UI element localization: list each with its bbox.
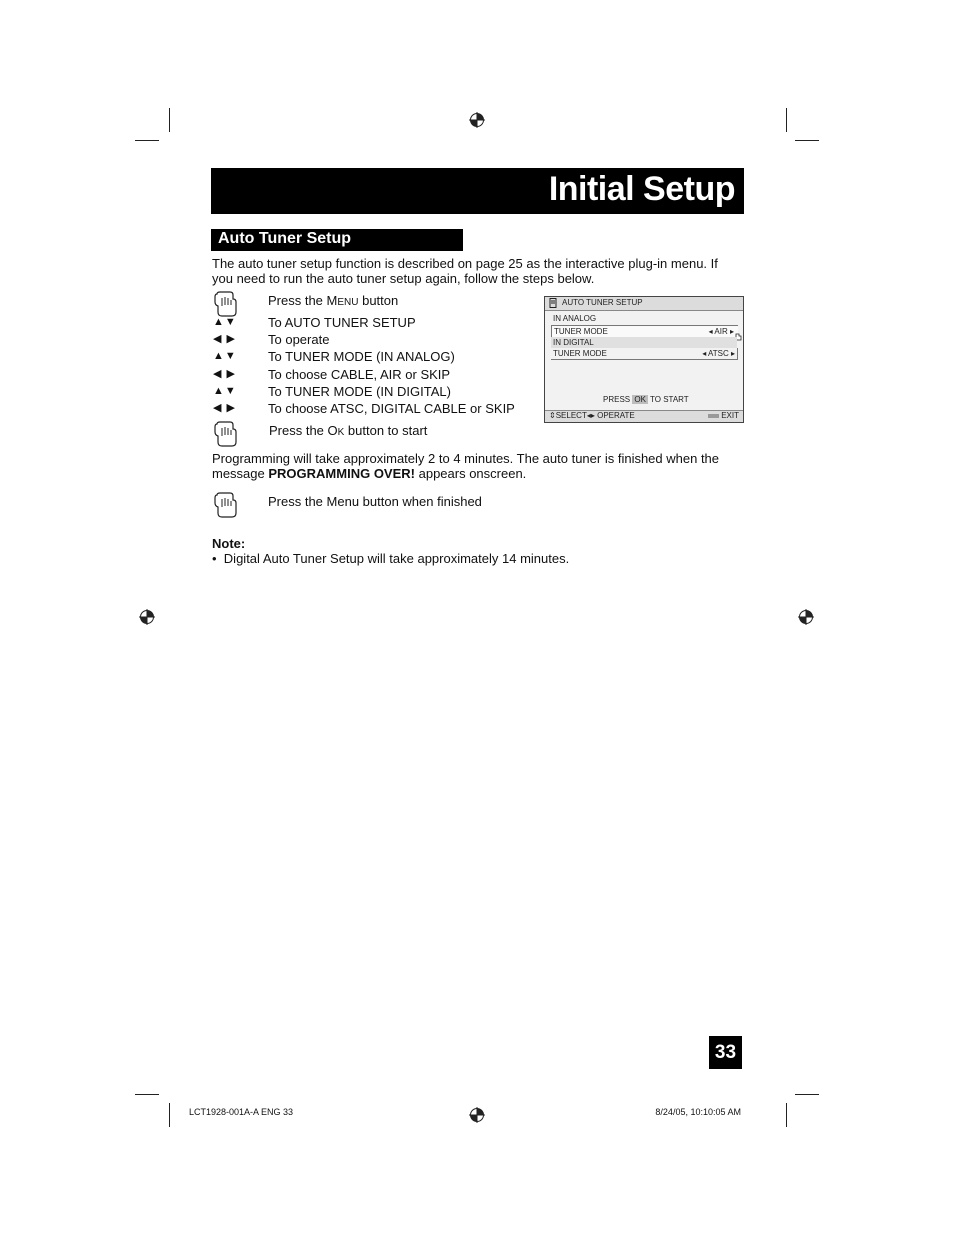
crop-mark-tr-h — [795, 140, 819, 141]
osd-tuner-mode-value: ◂ ATSC ▸ — [702, 349, 735, 358]
step-text: To choose ATSC, DIGITAL CABLE or SKIP — [268, 401, 515, 416]
step-text-part: Press the M — [268, 293, 338, 308]
step-text-part: K — [337, 427, 345, 438]
step-text-part: button — [358, 293, 399, 308]
menu-icon — [549, 298, 557, 308]
crop-mark-tl-v — [169, 108, 170, 132]
bullet: • — [212, 551, 217, 566]
step-text-part: Press the O — [269, 423, 338, 438]
step-text: To TUNER MODE (IN ANALOG) — [268, 349, 455, 364]
page-number: 33 — [709, 1036, 742, 1069]
up-down-arrows-icon: ▲▼ — [213, 316, 237, 328]
crop-mark-br-h — [795, 1094, 819, 1095]
note-label: Note: — [212, 536, 246, 551]
step-press-menu — [268, 293, 398, 310]
osd-exit-hint — [708, 411, 739, 420]
programming-paragraph — [212, 451, 742, 481]
press-button-hand-icon — [212, 290, 238, 318]
step-text: To AUTO TUNER SETUP — [268, 315, 416, 330]
osd-tuner-mode-digital-row[interactable] — [551, 348, 738, 360]
osd-select-hint: ⇕SELECT◂▸ OPERATE — [549, 411, 635, 420]
osd-select-text: SELECT — [555, 411, 587, 420]
registration-mark-icon — [139, 609, 155, 625]
crop-mark-tr-v — [786, 108, 787, 132]
osd-in-digital-label — [551, 337, 737, 348]
osd-press-ok-hint — [603, 395, 689, 404]
step-press-menu-finished: Press the Menu button when finished — [268, 494, 482, 509]
paragraph-text: Programming will take approximately 2 to 4 minutes. The auto tuner is finished when the message — [212, 451, 720, 481]
registration-mark-icon — [798, 609, 814, 625]
step-text-part: ENU — [337, 297, 359, 308]
page-title: Initial Setup — [548, 170, 735, 208]
osd-value-text: ATSC — [708, 349, 729, 358]
press-button-hand-icon — [212, 420, 238, 448]
section-heading-bar — [211, 229, 463, 251]
paragraph-text: appears onscreen. — [415, 466, 527, 481]
menu-key-icon — [708, 414, 719, 418]
footer-right: 8/24/05, 10:10:05 AM — [655, 1107, 741, 1117]
registration-mark-icon — [469, 112, 485, 128]
intro-paragraph: The auto tuner setup function is described on page 25 as the interactive plug-in menu. If you need to run the auto tuner setup again, follow the steps below. — [212, 256, 718, 286]
osd-tuner-mode-value: ◂ AIR ▸ — [708, 327, 734, 336]
left-right-arrows-icon: ◀ ▶ — [213, 368, 236, 380]
osd-operate-text: OPERATE — [597, 411, 635, 420]
note-text: Digital Auto Tuner Setup will take approximately 14 minutes. — [223, 551, 570, 566]
step-press-ok — [269, 423, 427, 440]
osd-footer — [545, 410, 743, 422]
osd-tuner-mode-label: TUNER MODE — [554, 327, 608, 336]
osd-hint-text: TO START — [650, 395, 689, 404]
osd-tuner-mode-label: TUNER MODE — [553, 349, 607, 358]
crop-mark-br-v — [786, 1103, 787, 1127]
osd-value-text: AIR — [714, 327, 728, 336]
section-title: Auto Tuner Setup — [218, 230, 352, 247]
left-right-arrows-icon: ◀ ▶ — [213, 333, 236, 345]
up-down-arrows-icon: ▲▼ — [213, 385, 237, 397]
step-text: To TUNER MODE (IN DIGITAL) — [268, 384, 451, 399]
programming-over-text: PROGRAMMING OVER! — [268, 466, 415, 481]
osd-in-digital-text: IN DIGITAL — [553, 338, 594, 347]
auto-tuner-setup-screen — [544, 296, 744, 423]
osd-ok-chip: OK — [634, 395, 646, 404]
left-right-arrows-icon: ◀ ▶ — [213, 402, 236, 414]
osd-hint-text: PRESS — [603, 395, 631, 404]
crop-mark-bl-v — [169, 1103, 170, 1127]
note-item — [212, 551, 742, 566]
page-title-bar — [211, 168, 744, 214]
crop-mark-tl-h — [135, 140, 159, 141]
press-button-hand-icon — [212, 491, 238, 519]
osd-title: AUTO TUNER SETUP — [562, 298, 643, 307]
step-text: To operate — [268, 332, 330, 347]
step-text: To choose CABLE, AIR or SKIP — [268, 367, 451, 382]
osd-exit-text: EXIT — [721, 411, 739, 420]
footer-left: LCT1928-001A-A ENG 33 — [189, 1107, 294, 1117]
crop-mark-bl-h — [135, 1094, 159, 1095]
registration-mark-icon — [469, 1107, 485, 1123]
osd-in-analog-label: IN ANALOG — [553, 314, 597, 323]
osd-header — [545, 297, 743, 311]
up-down-arrows-icon: ▲▼ — [213, 350, 237, 362]
step-text-part: button to start — [344, 423, 428, 438]
